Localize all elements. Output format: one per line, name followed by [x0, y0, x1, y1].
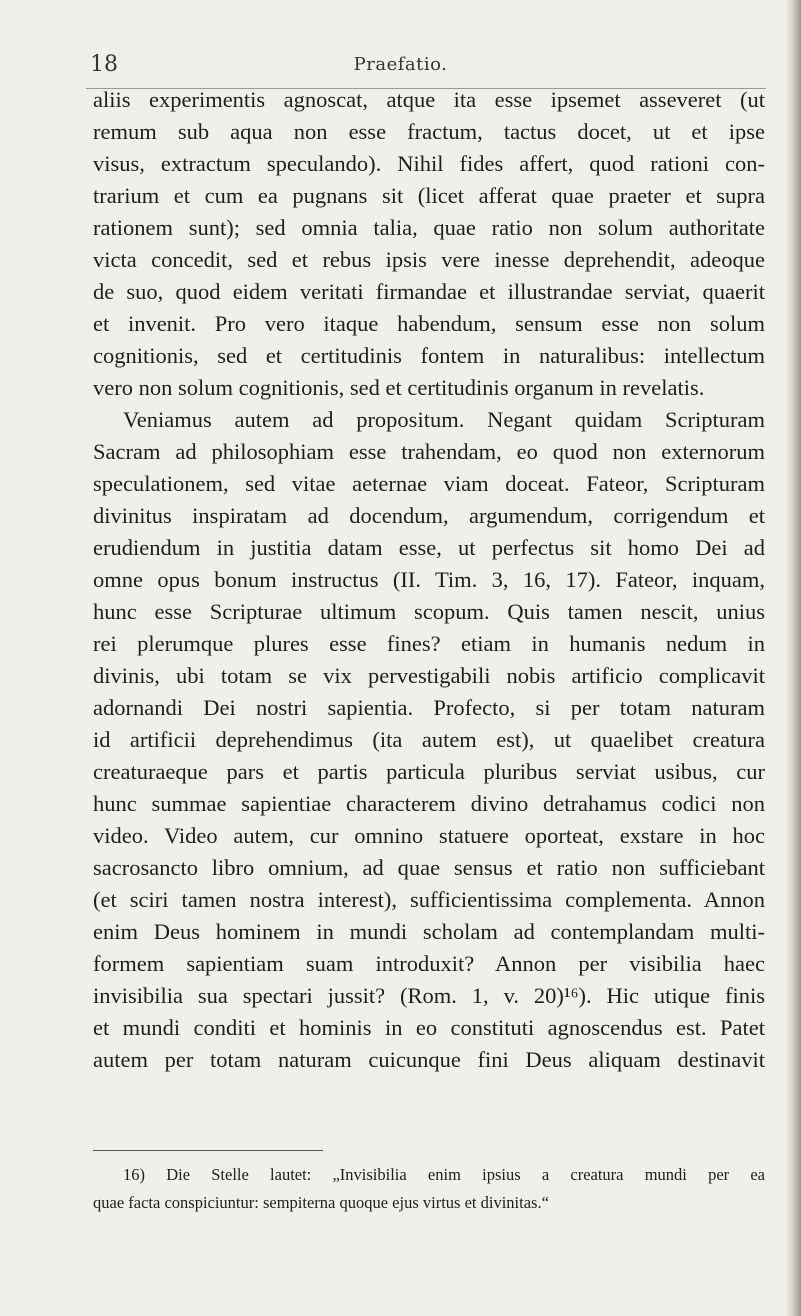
- page-edge-shadow: [785, 0, 801, 1316]
- running-head: Praefatio.: [353, 54, 448, 75]
- text-line: cognitionis, sed et certitudinis fontem in naturalibus: intellectum: [93, 343, 765, 368]
- text-line: victa concedit, sed et rebus ipsis vere inesse deprehendit, adeoque: [93, 247, 765, 272]
- footnote-line: [123, 1163, 765, 1187]
- text-line: autem per totam naturam cuicunque fini Deus aliquam destinavit: [93, 1047, 765, 1072]
- text-line: Veniamus autem ad propositum. Negant quidam Scripturam: [123, 407, 765, 432]
- text-line: speculationem, sed vitae aeternae viam doceat. Fateor, Scripturam: [93, 471, 765, 496]
- footnote-rule: [93, 1150, 323, 1151]
- text-line: rei plerumque plures esse fines? etiam in humanis nedum in: [93, 631, 765, 656]
- text-line: divinis, ubi totam se vix pervestigabili nobis artificio complicavit: [93, 663, 765, 688]
- text-line: video. Video autem, cur omnino statuere oporteat, exstare in hoc: [93, 823, 765, 848]
- text-line: aliis experimentis agnoscat, atque ita esse ipsemet asseveret (ut: [93, 87, 765, 112]
- text-line: Sacram ad philosophiam esse trahendam, eo quod non externorum: [93, 439, 765, 464]
- footnote-text: Die Stelle lautet: „Invisibilia enim ipsius a creatura mundi per ea: [166, 1165, 766, 1184]
- footnote-marker: 16): [123, 1165, 145, 1184]
- text-line: et invenit. Pro vero itaque habendum, sensum esse non solum: [93, 311, 765, 336]
- text-line: hunc summae sapientiae characterem divino detrahamus codici non: [93, 791, 765, 816]
- text-line: id artificii deprehendimus (ita autem est), ut quaelibet creatura: [93, 727, 765, 752]
- page-number: 18: [90, 52, 118, 77]
- text-line: de suo, quod eidem veritati firmandae et illustrandae serviat, quaerit: [93, 279, 765, 304]
- text-line: hunc esse Scripturae ultimum scopum. Quis tamen nescit, unius: [93, 599, 765, 624]
- text-line: (et sciri tamen nostra interest), sufficientissima complementa. Annon: [93, 887, 765, 912]
- text-line: remum sub aqua non esse fractum, tactus docet, ut et ipse: [93, 119, 765, 144]
- text-line: omne opus bonum instructus (II. Tim. 3, 16, 17). Fateor, inquam,: [93, 567, 765, 592]
- text-line: sacrosancto libro omnium, ad quae sensus et ratio non sufficiebant: [93, 855, 765, 880]
- text-line: enim Deus hominem in mundi scholam ad contemplandam multi-: [93, 919, 765, 944]
- text-line: invisibilia sua spectari jussit? (Rom. 1, v. 20)¹⁶). Hic utique finis: [93, 983, 765, 1008]
- text-line: rationem sunt); sed omnia talia, quae ratio non solum authoritate: [93, 215, 765, 240]
- text-line: visus, extractum speculando). Nihil fides affert, quod rationi con-: [93, 151, 765, 176]
- text-line: et mundi conditi et hominis in eo constituti agnoscendus est. Patet: [93, 1015, 765, 1040]
- text-line: trarium et cum ea pugnans sit (licet afferat quae praeter et supra: [93, 183, 765, 208]
- text-line: creaturaeque pars et partis particula pluribus serviat usibus, cur: [93, 759, 765, 784]
- text-line: erudiendum in justitia datam esse, ut perfectus sit homo Dei ad: [93, 535, 765, 560]
- text-line: adornandi Dei nostri sapientia. Profecto, si per totam naturam: [93, 695, 765, 720]
- text-line: vero non solum cognitionis, sed et certitudinis organum in revelatis.: [93, 375, 705, 400]
- text-line: formem sapientiam suam introduxit? Annon per visibilia haec: [93, 951, 765, 976]
- text-line: divinitus inspiratam ad docendum, argumendum, corrigendum et: [93, 503, 765, 528]
- footnote-line: quae facta conspiciuntur: sempiterna quoque ejus virtus et divinitas.“: [93, 1193, 549, 1212]
